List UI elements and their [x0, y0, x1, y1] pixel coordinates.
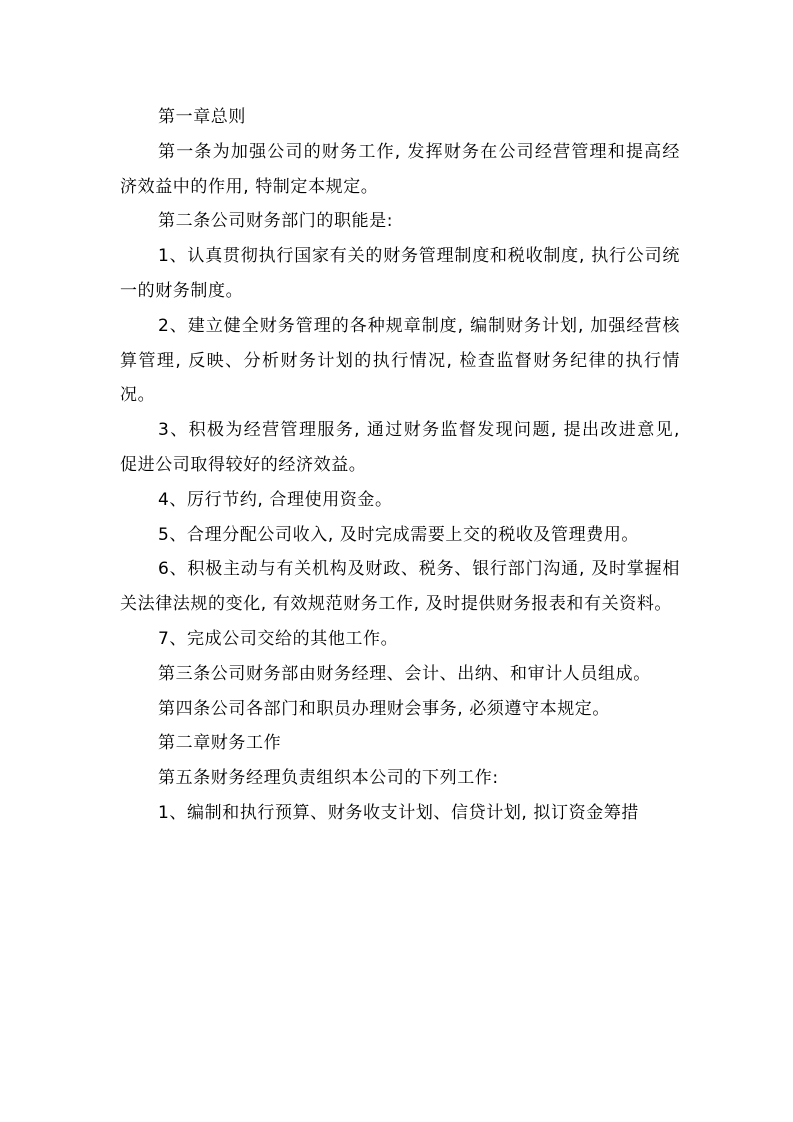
chapter-1-heading: 第一章总则 [158, 107, 246, 127]
article-2: 第二条公司财务部门的职能是: [158, 211, 394, 232]
article-4: 第四条公司各部门和职员办理财会事务, 必须遵守本规定。 [158, 698, 611, 719]
article-2-item-6: 6、积极主动与有关机构及财政、税务、银行部门沟通, 及时掌握相关法律法规的变化, 有效规范财务工作, 及时提供财务报表和有关资料。 [120, 559, 680, 615]
article-5: 第五条财务经理负责组织本公司的下列工作: [158, 768, 499, 789]
article-2-item-1: 1、认真贯彻执行国家有关的财务管理制度和税收制度, 执行公司统一的财务制度。 [120, 246, 680, 301]
article-2-item-5: 5、合理分配公司收入, 及时完成需要上交的税收及管理费用。 [158, 524, 640, 545]
article-5-item-1: 1、编制和执行预算、财务收支计划、信贷计划, 拟订资金筹措 [158, 802, 640, 823]
article-2-item-7: 7、完成公司交给的其他工作。 [158, 628, 399, 649]
article-3: 第三条公司财务部由财务经理、会计、出纳、和审计人员组成。 [158, 663, 651, 684]
article-1: 第一条为加强公司的财务工作, 发挥财务在公司经营管理和提高经济效益中的作用, 特制定本规定。 [120, 141, 680, 197]
document-body [120, 100, 680, 831]
chapter-2-heading: 第二章财务工作 [158, 733, 282, 754]
article-2-item-4: 4、厉行节约, 合理使用资金。 [158, 489, 393, 510]
article-2-item-2: 2、建立健全财务管理的各种规章制度, 编制财务计划, 加强经营核算管理, 反映、分析财务计划的执行情况, 检查监督财务纪律的执行情况。 [120, 315, 680, 406]
article-2-item-3: 3、积极为经营管理服务, 通过财务监督发现问题, 提出改进意见, 促进公司取得较好的经济效益。 [120, 420, 680, 475]
